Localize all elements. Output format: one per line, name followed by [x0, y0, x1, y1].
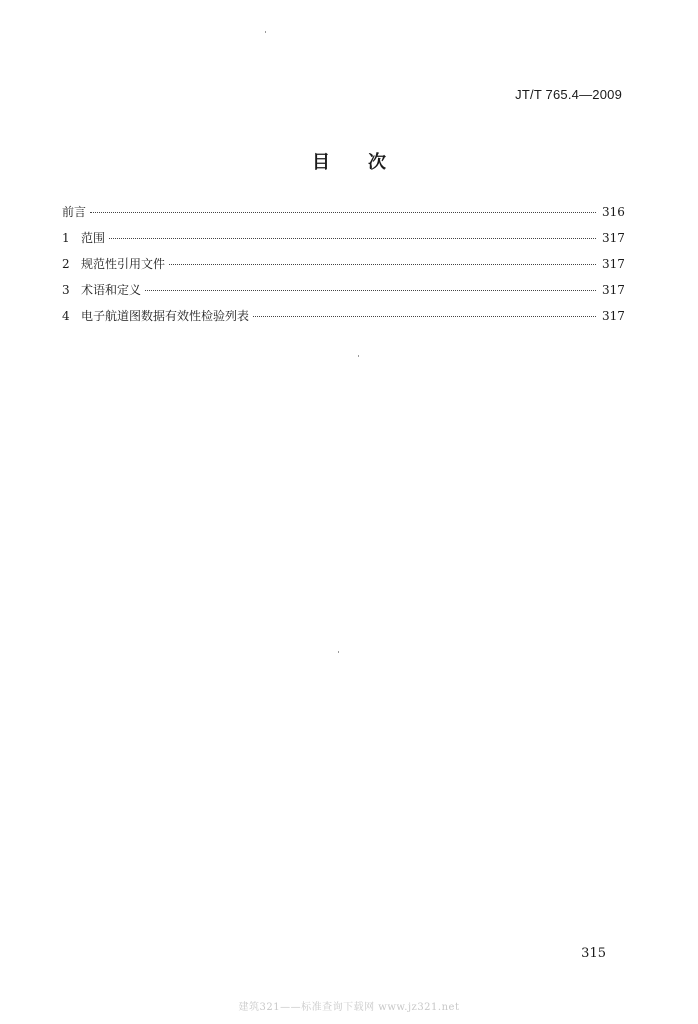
toc-entry-terms-definitions[interactable]: [62, 281, 625, 307]
toc-title: 目次: [312, 152, 424, 173]
toc-leader-dots: [109, 238, 596, 239]
toc-leader-dots: [169, 264, 596, 265]
toc-leader-dots: [253, 316, 596, 317]
scan-speck: [358, 355, 359, 357]
table-of-contents: [62, 203, 625, 333]
scan-speck: [265, 31, 266, 33]
toc-entry-page: 316: [602, 205, 625, 219]
standard-code: JT/T 765.4—2009: [515, 87, 622, 102]
toc-entry-page: 317: [602, 257, 625, 271]
toc-entry-label: 术语和定义: [81, 283, 142, 297]
toc-entry-foreword[interactable]: [62, 203, 625, 229]
toc-entry-label: 范围: [81, 231, 106, 245]
toc-entry-normative-references[interactable]: [62, 255, 625, 281]
toc-entry-validation-list[interactable]: [62, 307, 625, 333]
toc-entry-page: 317: [602, 283, 625, 297]
toc-entry-label: 电子航道图数据有效性检验列表: [81, 309, 250, 323]
toc-entry-number: 1: [62, 231, 70, 245]
scan-speck: [338, 651, 339, 653]
toc-entry-page: 317: [602, 231, 625, 245]
toc-entry-number: 4: [62, 309, 70, 323]
toc-entry-label: 前言: [62, 205, 87, 219]
toc-entry-label: 规范性引用文件: [81, 257, 166, 271]
toc-entry-number: 2: [62, 257, 70, 271]
page-number: 315: [581, 946, 606, 961]
toc-entry-number: 3: [62, 283, 70, 297]
toc-entry-scope[interactable]: [62, 229, 625, 255]
watermark: 建筑321——标准查询下载网 www.jz321.net: [238, 1002, 460, 1013]
toc-leader-dots: [145, 290, 596, 291]
toc-entry-page: 317: [602, 309, 625, 323]
toc-leader-dots: [90, 212, 596, 213]
